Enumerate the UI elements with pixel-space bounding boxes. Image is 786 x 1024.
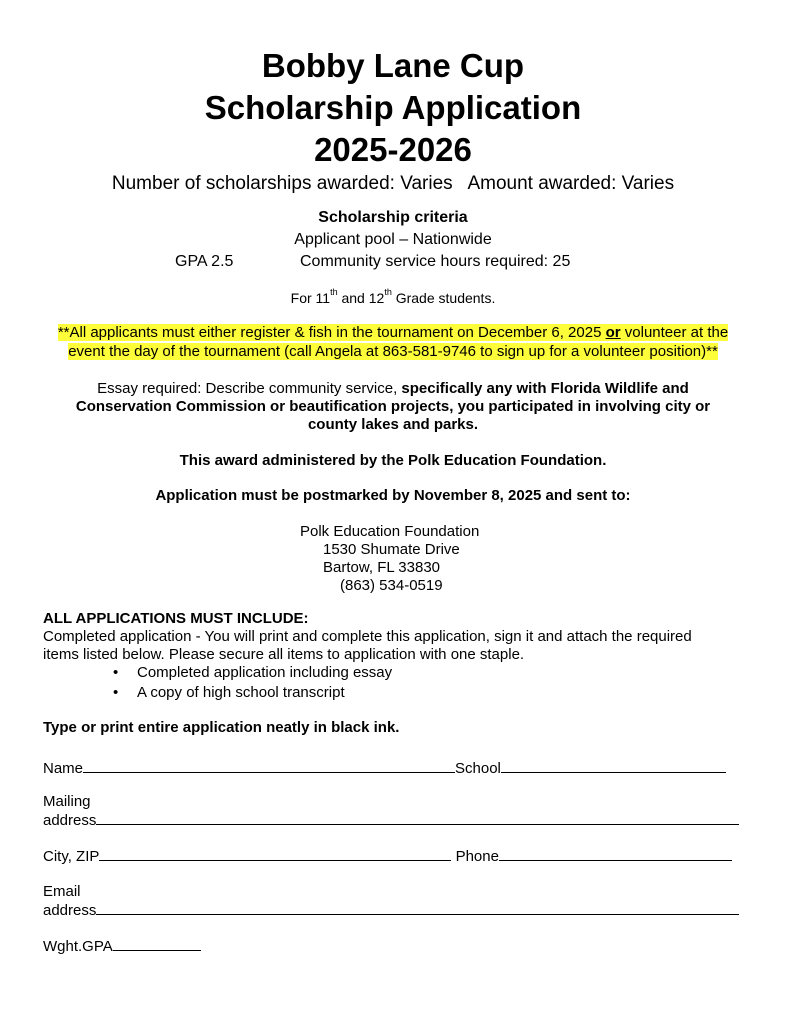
instruction-text: Type or print entire application neatly in black ink.: [43, 719, 400, 736]
criteria-heading: Scholarship criteria: [318, 209, 468, 226]
requirement-item: A copy of high school transcript: [137, 684, 345, 701]
city-row: [43, 847, 732, 865]
address-phone: (863) 534-0519: [340, 577, 443, 594]
phone-field[interactable]: [499, 847, 732, 861]
address-street: 1530 Shumate Drive: [323, 541, 460, 558]
gpa-field[interactable]: [113, 937, 201, 951]
name-row: [43, 759, 726, 777]
postmark-text: Application must be postmarked by November 8, 2025 and sent to:: [155, 487, 631, 504]
mailing-address-field[interactable]: [96, 811, 739, 825]
email-label-1: Email: [43, 883, 81, 900]
grade-line: For 11th and 12th Grade students.: [290, 287, 496, 306]
bullet-icon: •: [113, 684, 119, 701]
city-label: City, ZIP: [43, 848, 100, 865]
essay-line-1: Essay required: Describe community service, specifically any with Florida Wildlife and: [97, 380, 689, 397]
awards-line: [0, 173, 786, 195]
gpa-label: Wght.GPA: [43, 938, 113, 955]
bullet-icon: •: [113, 664, 119, 681]
awards-number: Number of scholarships awarded: Varies: [111, 173, 453, 194]
requirement-item: Completed application including essay: [137, 664, 393, 681]
requirements-line-2: items listed below. Please secure all items to application with one staple.: [43, 646, 525, 663]
notice-line-1: **All applicants must either register & fish in the tournament on December 6, 2025 or volunteer at the: [57, 324, 729, 341]
awards-amount: Amount awarded: Varies: [467, 173, 675, 194]
essay-line-3: county lakes and parks.: [307, 416, 479, 433]
phone-label: Phone: [455, 848, 499, 865]
criteria-service: Community service hours required: 25: [300, 253, 571, 270]
gpa-row: [43, 937, 201, 955]
title-line-2: Scholarship Application: [204, 89, 582, 126]
criteria-pool: Applicant pool – Nationwide: [294, 231, 492, 248]
email-address-field[interactable]: [96, 901, 739, 915]
mailing-row: [43, 811, 739, 829]
mailing-label-1: Mailing: [43, 793, 91, 810]
school-field[interactable]: [501, 759, 726, 773]
essay-line-2: Conservation Commission or beautification projects, you participated in involving city or: [75, 398, 711, 415]
email-row: [43, 901, 739, 919]
school-label: School: [455, 760, 501, 777]
requirements-line-1: Completed application - You will print and complete this application, sign it and attach the required: [43, 628, 692, 645]
city-zip-field[interactable]: [99, 847, 451, 861]
name-label: Name: [43, 760, 84, 777]
administered-text: This award administered by the Polk Education Foundation.: [179, 452, 607, 469]
email-label-2: address: [43, 902, 97, 919]
criteria-gpa: GPA 2.5: [175, 253, 234, 270]
notice-line-2: event the day of the tournament (call Angela at 863-581-9746 to sign up for a volunteer position)**: [68, 343, 718, 360]
requirements-heading: ALL APPLICATIONS MUST INCLUDE:: [43, 610, 309, 627]
address-city: Bartow, FL 33830: [323, 559, 441, 576]
name-field[interactable]: [83, 759, 455, 773]
mailing-label-2: address: [43, 812, 97, 829]
title-line-3: 2025-2026: [314, 131, 472, 168]
title-line-1: Bobby Lane Cup: [261, 47, 525, 84]
address-org: Polk Education Foundation: [300, 523, 480, 540]
